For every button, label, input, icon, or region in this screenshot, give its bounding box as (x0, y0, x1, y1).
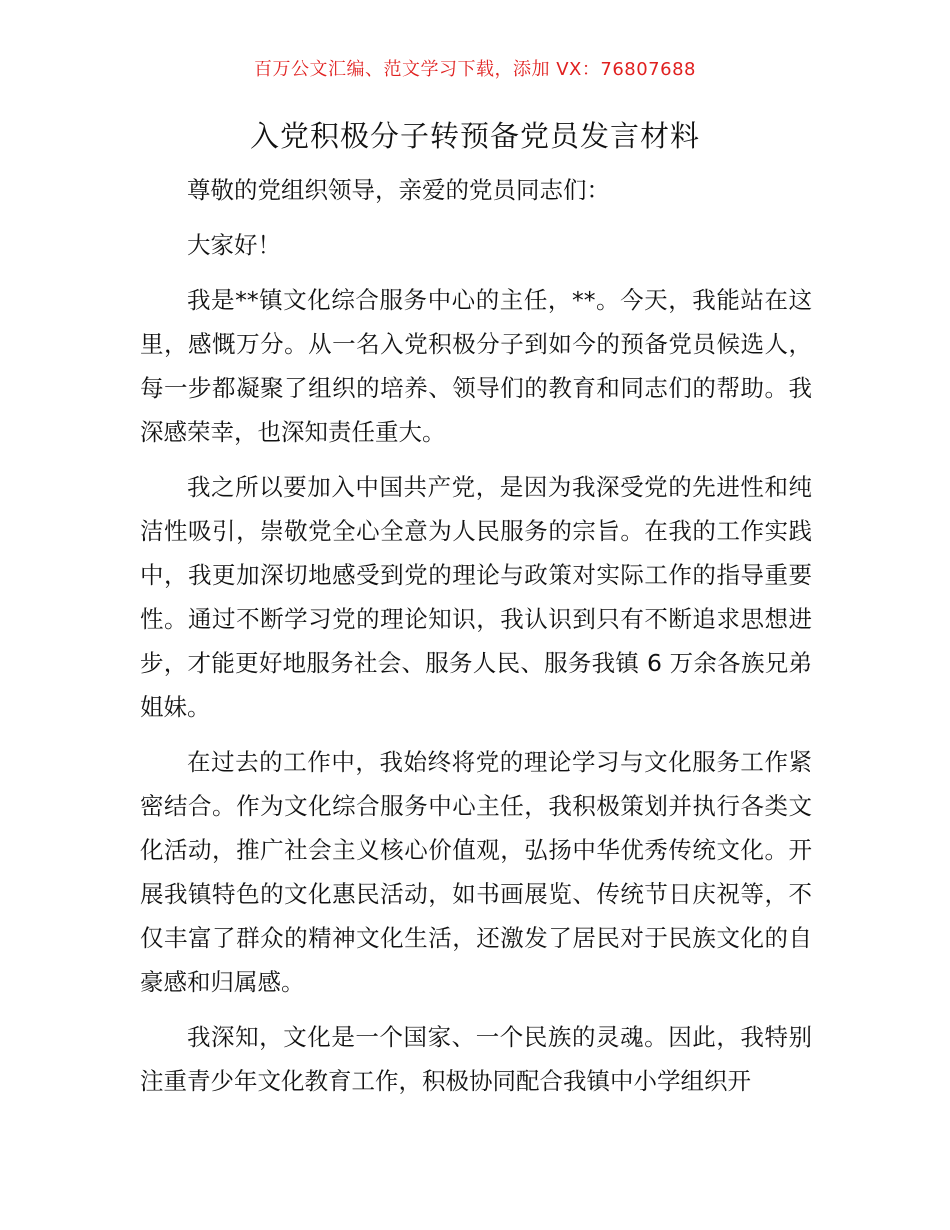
paragraph-motivation: 我之所以要加入中国共产党，是因为我深受党的先进性和纯洁性吸引，崇敬党全心全意为人民服务的宗旨。在我的工作实践中，我更加深切地感受到党的理论与政策对实际工作的指导重要性。通过不断学习党的理论知识，我认识到只有不断追求思想进步，才能更好地服务社会、服务人民、服务我镇 6 万余各族兄弟姐妹。 (140, 473, 812, 721)
document-body (140, 168, 812, 1114)
paragraph-introduction: 我是**镇文化综合服务中心的主任，**。今天，我能站在这里，感慨万分。从一名入党积极分子到如今的预备党员候选人，每一步都凝聚了组织的培养、领导们的教育和同志们的帮助。我深感荣幸，也深知责任重大。 (140, 286, 812, 446)
document-title: 入党积极分子转预备党员发言材料 (249, 119, 700, 153)
paragraph-work-experience: 在过去的工作中，我始终将党的理论学习与文化服务工作紧密结合。作为文化综合服务中心主任，我积极策划并执行各类文化活动，推广社会主义核心价值观，弘扬中华优秀传统文化。开展我镇特色的文化惠民活动，如书画展览、传统节日庆祝等，不仅丰富了群众的精神文化生活，还激发了居民对于民族文化的自豪感和归属感。 (140, 748, 812, 996)
paragraph-salutation: 尊敬的党组织领导，亲爱的党员同志们： (187, 176, 610, 204)
watermark-header-note: 百万公文汇编、范文学习下载，添加 VX：76807688 (254, 59, 696, 80)
paragraph-youth-education: 我深知，文化是一个国家、一个民族的灵魂。因此，我特别注重青少年文化教育工作，积极协同配合我镇中小学组织开 (140, 1023, 812, 1095)
paragraph-greeting: 大家好！ (187, 231, 281, 259)
